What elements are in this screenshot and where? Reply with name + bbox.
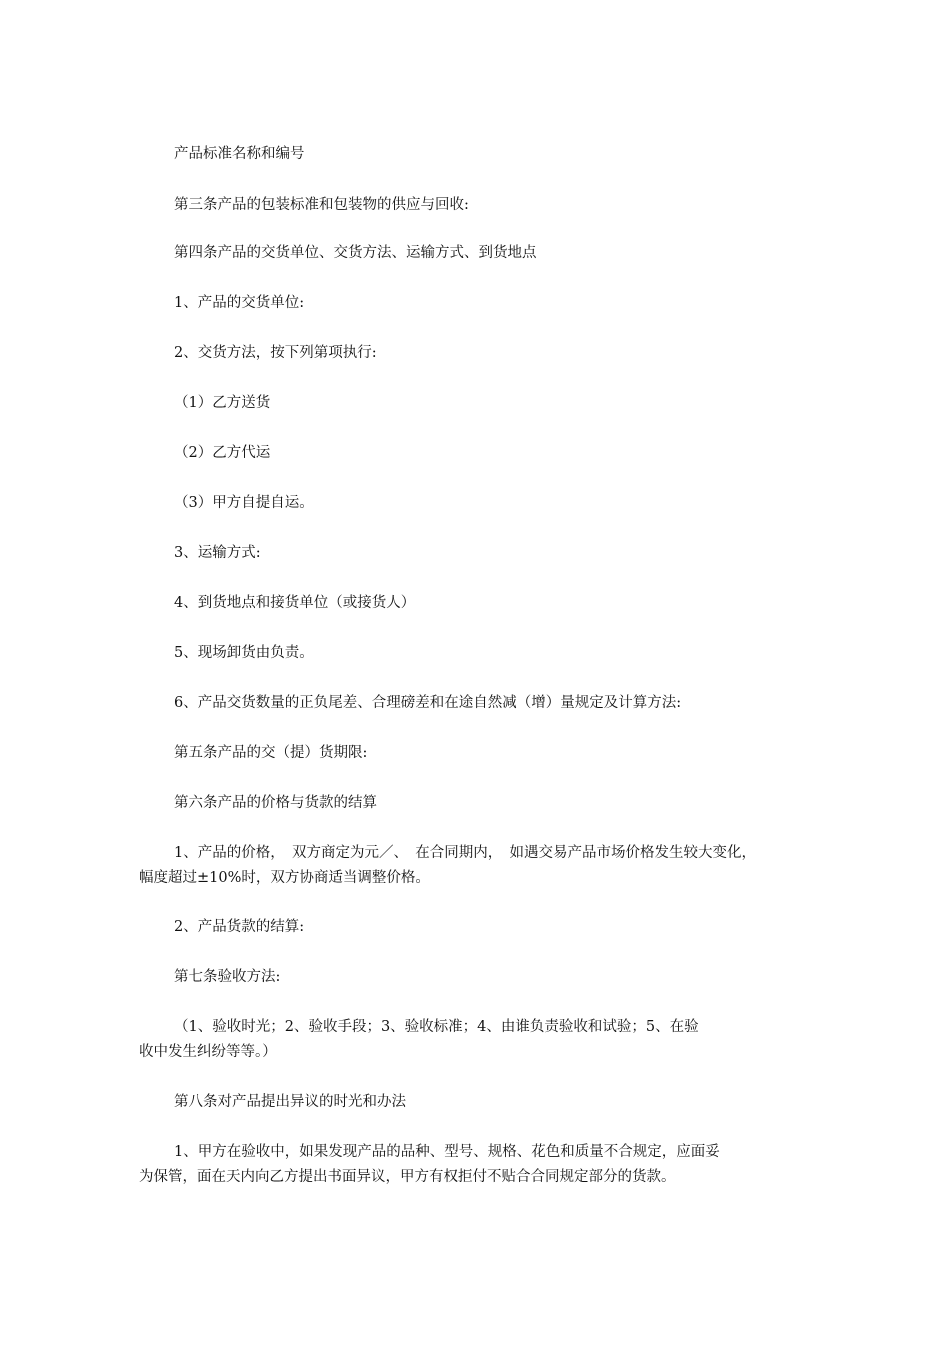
objection-paragraph-line-2: 为保管，面在天内向乙方提出书面异议，甲方有权拒付不贴合合同规定部分的货款。 xyxy=(139,1169,676,1185)
article-8-line: 第八条对产品提出异议的时光和办法 xyxy=(174,1094,406,1110)
payment-settlement-line: 2、产品货款的结算: xyxy=(174,919,305,935)
product-standard-line: 产品标准名称和编号 xyxy=(174,146,305,162)
inspection-paragraph-line-2: 收中发生纠纷等等。） xyxy=(139,1044,277,1060)
item-6-quantity-rules: 6、产品交货数量的正负尾差、合理磅差和在途自然减（增）量规定及计算方法: xyxy=(174,695,682,711)
option-2-line: （2）乙方代运 xyxy=(174,445,271,461)
item-2-delivery-method: 2、交货方法，按下列第项执行: xyxy=(174,345,377,361)
item-3-transport: 3、运输方式: xyxy=(174,545,261,561)
price-paragraph-line-2: 幅度超过±10%时，双方协商适当调整价格。 xyxy=(139,870,430,886)
item-4-destination: 4、到货地点和接货单位（或接货人） xyxy=(174,595,416,611)
objection-paragraph-line-1: 1、甲方在验收中，如果发现产品的品种、型号、规格、花色和质量不合规定，应面妥 xyxy=(174,1144,720,1160)
article-7-line: 第七条验收方法: xyxy=(174,969,281,985)
article-3-line: 第三条产品的包装标准和包装物的供应与回收: xyxy=(174,197,469,213)
item-5-unloading: 5、现场卸货由负责。 xyxy=(174,645,314,661)
article-6-line: 第六条产品的价格与货款的结算 xyxy=(174,795,377,811)
inspection-paragraph-line-1: （1、验收时光；2、验收手段；3、验收标准；4、由谁负责验收和试验；5、在验 xyxy=(174,1019,699,1035)
option-1-line: （1）乙方送货 xyxy=(174,395,271,411)
article-5-line: 第五条产品的交（提）货期限: xyxy=(174,745,368,761)
option-3-line: （3）甲方自提自运。 xyxy=(174,495,314,511)
price-paragraph-line-1: 1、产品的价格， 双方商定为元／、 在合同期内， 如遇交易产品市场价格发生较大变化， xyxy=(174,845,756,861)
item-1-delivery-unit: 1、产品的交货单位: xyxy=(174,295,305,311)
article-4-line: 第四条产品的交货单位、交货方法、运输方式、到货地点 xyxy=(174,245,537,261)
